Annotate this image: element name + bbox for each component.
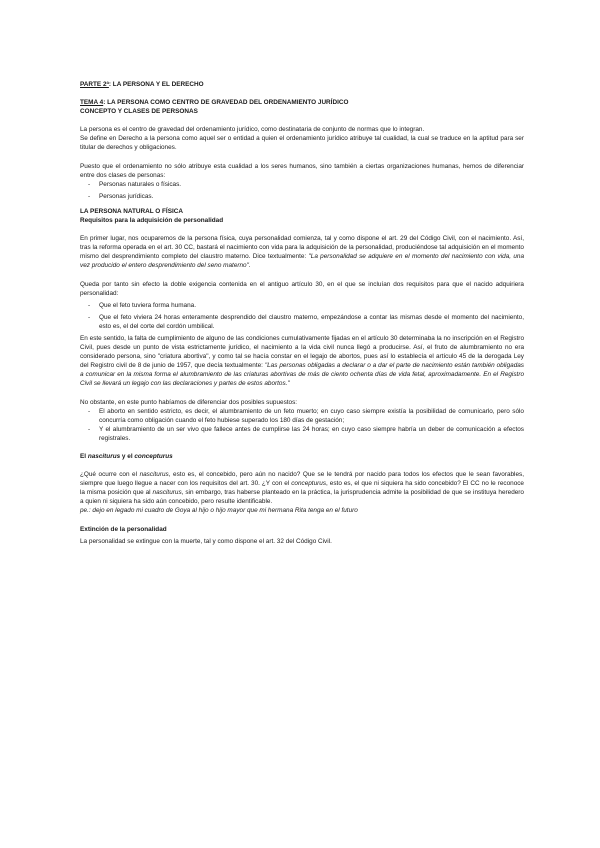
intro-paragraph-1: La persona es el centro de gravedad del ordenamiento jurídico, como destinataria de conjunto de normas que lo integran. (80, 126, 425, 134)
classes-paragraph: Puesto que el ordenamiento no sólo atribuye esta cualidad a los seres humanos, sino también a ciertas organizaciones humanas, hemos de diferenciar entre dos clases de personas: (80, 162, 524, 179)
section-heading-natural: LA PERSONA NATURAL O FÍSICA (80, 207, 183, 215)
natural-paragraph-2: Queda por tanto sin efecto la doble exigencia contenida en el antiguo artículo 30, en el que se incluían dos requisitos para que el nacido adquiriera personalidad: (80, 280, 524, 297)
topic-label: TEMA 4 (80, 99, 104, 107)
topic-title: : LA PERSONA COMO CENTRO DE GRAVEDAD DEL ORDENAMIENTO JURÍDICO (103, 99, 349, 107)
nasciturus-paragraph: ¿Qué ocurre con el nasciturus, esto es, el concebido, pero aún no nacido? Que se le tendrá por nacido para todos los efectos que le sean favorables, siempre que luego llegue a nacer con los requisitos del art. 30. ¿Y con el concepturus, esto es, el que ni siquiera ha sido concebido? El CC no le reconoce la misma posición que al nasciturus, sin embargo, tras haberse planteado en la práctica, la jurisprudencia admite la posibilidad de que se instituya heredero a quien ni siquiera ha sido aún concebido, pero resulte identificable. (80, 471, 524, 506)
document-page (80, 80, 524, 546)
topic-subtitle: CONCEPTO Y CLASES DE PERSONAS (80, 108, 198, 116)
list-item: - Personas jurídicas. (88, 192, 154, 200)
list-item: - El aborto en sentido estricto, es decir, el alumbramiento de un feto muerto; en cuyo caso siempre existía la posibilidad de comunicarlo, pero sólo concurría como obligación cuando el feto hubiese superado los 180 días de gestación; (88, 407, 524, 424)
cases-list (80, 407, 524, 443)
quote-art45: "Las personas obligadas a declarar o a dar el parte de nacimiento están también obligadas a comunicar en la misma forma el alumbramiento de las criaturas abortivas de más de ciento ochenta días de vida fetal, aproximadamente. En el Registro Civil se llevará un legajo con las declaraciones y partes de estos abortos." (80, 362, 524, 388)
quote-art30: "La personalidad se adquiere en el momento del nacimiento con vida, una vez producido el entero desprendimiento del seno materno". (80, 253, 524, 270)
natural-paragraph-3: En este sentido, la falta de cumplimiento de alguno de las condiciones cumulativamente fijadas en el artículo 30 determinaba la no inscripción en el Registro Civil, pues desde un punto de vista estrictamente jurídico, el nacimiento a la vida civil nunca llegó a producirse. Así, el fruto de alumbramiento no era considerado persona, sino "criatura abortiva", y como tal se hacía constar en el legajo de abortos, pues así lo establecía el artículo 45 de la derogada Ley del Registro civil de 8 de junio de 1957, que decía textualmente: "Las personas obligadas a declarar o a dar el parte de nacimiento están también obligadas a comunicar en la misma forma el alumbramiento de las criaturas abortivas de más de ciento ochenta días de vida fetal, aproximadamente. En el Registro Civil se llevará un legajo con las declaraciones y partes de estos abortos." (80, 334, 524, 388)
part-title: : LA PERSONA Y EL DERECHO (108, 81, 204, 88)
natural-paragraph-4: No obstante, en este punto habíamos de diferenciar dos posibles supuestos: (80, 398, 298, 406)
part-label: PARTE 2ª (80, 81, 109, 88)
list-item: - Personas naturales o físicas. (88, 180, 182, 188)
intro-paragraph-2: Se define en Derecho a la persona como aquel ser o entidad a quien el ordenamiento jurídico atribuye tal cualidad, la cual se traduce en la aptitud para ser titular de derechos y obligaciones. (80, 135, 524, 152)
subsection-heading-requirements: Requisitos para la adquisición de personalidad (80, 217, 224, 225)
list-item: - Que el feto tuviera forma humana. (88, 301, 196, 309)
old-requirements-list (80, 301, 524, 331)
nasciturus-example: pe.: dejo en legado mi cuadro de Goya al hijo o hijo mayor que mi hermana Rita tenga en el futuro (80, 507, 358, 515)
list-item: - Que el feto viviera 24 horas enteramente desprendido del claustro materno, empezándose a contar las mismas desde el momento del nacimiento, esto es, el del corte del cordón umbilical. (88, 313, 524, 330)
part-heading (80, 80, 524, 89)
list-item: - Y el alumbramiento de un ser vivo que fallece antes de cumplirse las 24 horas; en cuyo caso siempre habría un deber de comunicación a efectos registrales. (88, 425, 524, 442)
section-heading-nasciturus: El nasciturus y el concepturus (80, 453, 173, 460)
classes-list (80, 180, 524, 201)
topic-heading (80, 98, 524, 107)
natural-paragraph-1: En primer lugar, nos ocuparemos de la persona física, cuya personalidad comienza, tal y como dispone el art. 29 del Código Civil, con el nacimiento. Así, tras la reforma operada en el art. 30 CC, bastará el nacimiento con vida para la adquisición de la personalidad, produciéndose tal adquisición en el momento mismo del desprendimiento completo del claustro materno. Dice textualmente: "La personalidad se adquiere en el momento del nacimiento con vida, una vez producido el entero desprendimiento del seno materno". (80, 235, 524, 270)
section-heading-extinction: Extinción de la personalidad (80, 525, 167, 533)
extinction-paragraph: La personalidad se extingue con la muerte, tal y como dispone el art. 32 del Código Civil. (80, 537, 332, 545)
